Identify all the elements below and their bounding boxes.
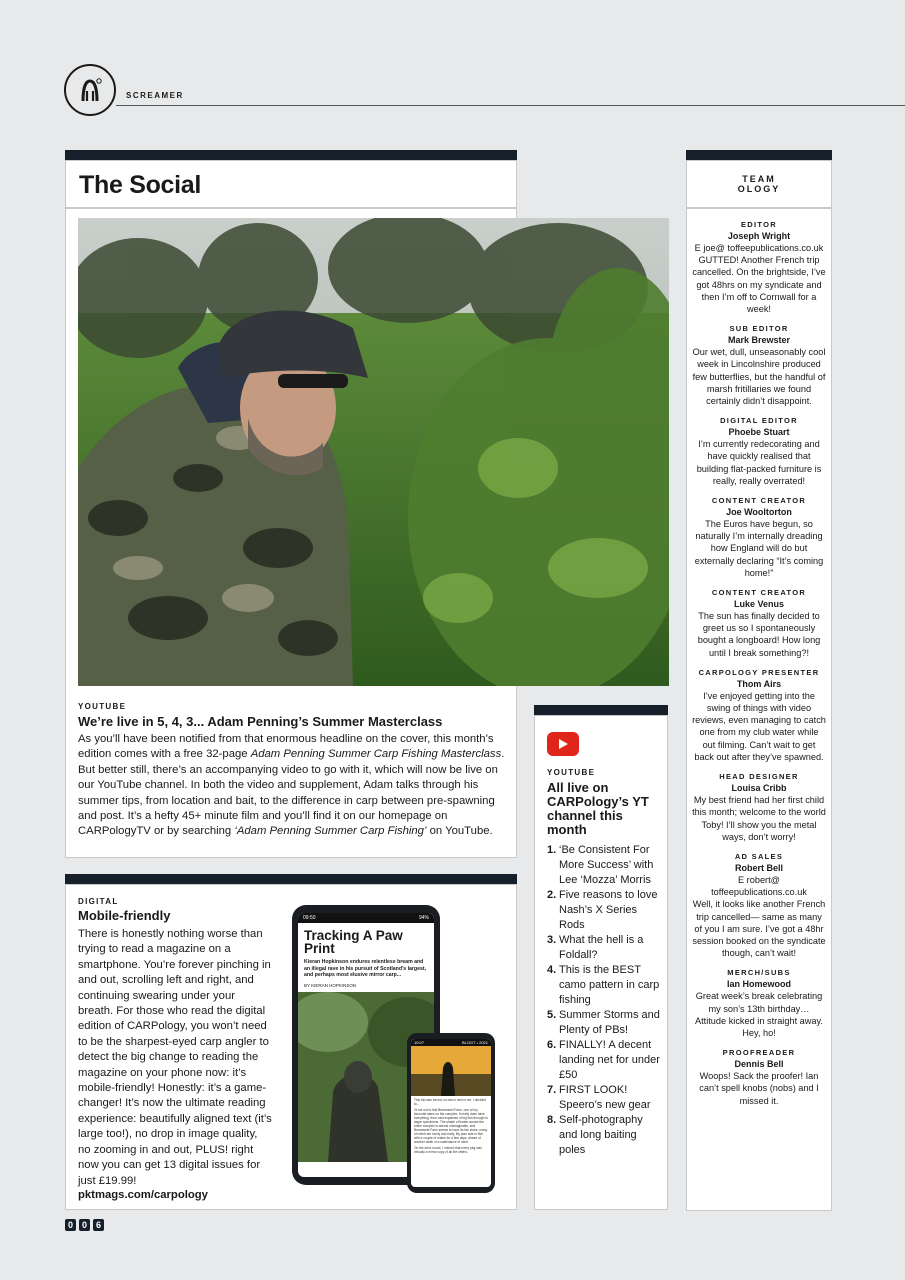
digital-kicker: DIGITAL [78,897,119,906]
small-phone-text [411,1096,491,1156]
yt-channel-title: All live on CARPology’s YT channel this month [547,780,649,837]
yt-video-item[interactable] [547,1038,662,1083]
yt-video-title: ‘Be Consistent For More Success’ with Lee ‘Mozza’ Morris [559,844,654,886]
team-member [686,220,832,315]
article-headline: We’re live in 5, 4, 3... Adam Penning’s Summer Masterclass [78,714,443,729]
social-title-box [65,160,517,208]
small-phone-caption: This trip was forced, so lots is new in me. I decided to... [414,1098,486,1106]
yt-video-list [547,843,662,1158]
yt-video-title: Summer Storms and Plenty of PBs! [559,1009,660,1036]
yt-channel-kicker: YOUTUBE [547,768,596,777]
member-role: SUB EDITOR [729,324,789,334]
team-heading-line2: OLOGY [737,184,781,194]
team-heading-line1: TEAM [742,174,776,184]
member-note: Well, it looks like another French trip cancelled— same as many of you I am sure. I’ve got a 48hr session booked on the syndicate though, can’t wait! [692,899,826,959]
yt-channel-content [547,768,662,1158]
phone-time: 09:50 [303,915,316,921]
page-number [65,1219,104,1231]
yt-video-number: 4. [547,964,557,976]
team-member [686,588,832,659]
small-phone-body-2: On the drive round, I noticed that every peg was virtually a mirror copy of all the others. [414,1146,482,1154]
yt-video-number: 1. [547,844,557,856]
team-member [686,968,832,1039]
member-role: HEAD DESIGNER [719,772,799,782]
logo-icon [73,73,107,107]
small-status-bar [411,1039,491,1046]
member-role: MERCH/SUBS [727,968,791,978]
small-phone-title: BLOGT • 2021 [461,1040,488,1045]
phone-standfirst: Kieran Hopkinson endures relentless bream and an illegal rave in his pursuit of Scotland’s largest, and perhaps most elusive mirror carp... [304,959,427,978]
phone-battery: 94% [418,915,429,921]
supplement-title: Adam Penning Summer Carp Fishing Masterclass [250,748,502,761]
member-name: Phoebe Stuart [728,427,790,438]
team-member [686,668,832,763]
youtube-play-icon [547,732,579,756]
member-note: Woops! Sack the proofer! Ian can’t spell knobs (nobs) and I missed it. [699,1071,819,1106]
social-top-bar [65,150,517,160]
member-role: DIGITAL EDITOR [720,416,798,426]
team-heading-box [686,160,832,208]
search-term: ‘Adam Penning Summer Carp Fishing’ [234,825,427,838]
home-icon: ● [364,1166,369,1173]
article-kicker: YOUTUBE [78,702,127,711]
team-member [686,1048,832,1107]
member-note: Great week’s break celebrating my son’s 13th birthday… Attitude kicked in straight away. Hey, ho! [694,991,823,1038]
member-email: E robert@ toffeepublications.co.uk [711,874,807,898]
member-name: Joseph Wright [727,231,791,241]
page-digit: 0 [79,1219,90,1231]
digital-headline: Mobile-friendly [78,908,171,923]
member-name: Ian Homewood [726,979,791,990]
team-member [686,852,832,959]
yt-video-number: 8. [547,1114,557,1126]
section-divider [116,105,905,106]
yt-video-item[interactable] [547,1083,662,1113]
team-heading [687,174,831,194]
article-body-part: . But better still, there’s an accompanying video to go with it, which will now be live on our YouTube channel. In both the video and supplement, Adam talks through his summer tips, from location and bait, to the difference in carp between pre-spawning and post. It’s a hefty 45+ minute film and you’ll find it on our homepage on CARPologyTV or by searching [78,748,505,838]
member-note: I’m currently redecorating and have quickly realised that building flat-packed furniture is really, really overrated! [696,439,822,486]
member-name: Louisa Cribb [731,783,787,794]
article-body-part: on YouTube. [426,825,493,838]
yt-video-number: 5. [547,1009,557,1021]
member-role: CONTENT CREATOR [711,496,807,506]
sunset-photo [411,1046,491,1096]
yt-video-number: 3. [547,934,557,946]
yt-video-title: FINALLY! A decent landing net for under £50 [559,1039,660,1081]
status-bar [298,913,434,923]
member-name: Luke Venus [733,599,785,610]
yt-video-number: 2. [547,889,557,901]
member-role: EDITOR [741,220,777,229]
team-member [686,772,832,843]
digital-article [78,897,273,1201]
yt-video-title: FIRST LOOK! Speero’s new gear [559,1084,651,1111]
angler-photo [78,218,669,686]
yt-video-title: Five reasons to love Nash’s X Series Rods [559,889,658,931]
member-note: My best friend had her first child this month; welcome to the world Toby! I’ll show you the metal ways, don’t worry! [692,795,826,842]
member-name: Mark Brewster [727,335,791,346]
team-list [686,218,832,1116]
yt-video-item[interactable] [547,843,662,888]
member-name: Robert Bell [734,862,783,873]
article-body [78,732,508,840]
digital-top-bar [65,874,517,884]
member-name: Dennis Bell [734,1059,784,1070]
small-phone-body: I'd set out to find Breamsnet Farm, one of my favourite lakes on the complex. It really does have everything, from vast expanses of big fish through to larger specimens. The shade of timber across the entire complex is almost unimaginable, and Breamsnet Farm seems to have its fair share, many of which are lovely and early. My plan was to fish with a couple of mates for a few days, ahead of another week of a sustenance of mine. [414,1108,488,1144]
youtube-article [78,702,508,840]
yt-video-item[interactable] [547,933,662,963]
page-title: The Social [79,171,202,199]
carpology-logo [64,64,116,116]
team-member [686,324,832,407]
section-label: SCREAMER [126,91,184,100]
yt-video-item[interactable] [547,888,662,933]
pktmags-link[interactable]: pktmags.com/carpology [78,1188,208,1201]
member-role: CONTENT CREATOR [711,588,807,598]
member-role: PROOFREADER [722,1048,796,1058]
member-role: AD SALES [734,851,784,861]
member-note: Our wet, dull, unseasonably cool week in Lincolnshire produced few butterflies, but the handful of marsh fritillaries we found certainly didn’t disappoint. [692,347,826,407]
yt-video-number: 6. [547,1039,557,1051]
article-body-part: As you’ll have been notified from that enormous headline on the cover, this month’s edition comes with a free 32-page [78,733,494,761]
phone-headline: Tracking A Paw Print [304,928,403,956]
yt-channel-top-bar [534,705,668,715]
phone-byline: BY KIERAN HOPKINSON [304,982,357,988]
member-email: E joe@ toffeepublications.co.uk [694,243,824,253]
member-note: GUTTED! Another French trip cancelled. On the brightside, I’ve got 48hrs on my syndicate and then I’m off to Cornwall for a week! [692,255,826,315]
member-note: The Euros have begun, so naturally I’m internally dreading how England will do but externally declaring “It’s coming home!” [694,519,824,578]
page-digit: 6 [93,1219,104,1231]
team-top-bar [686,150,832,160]
back-icon: ◀ [318,1167,324,1174]
yt-video-number: 7. [547,1084,557,1096]
yt-video-item[interactable] [547,1113,662,1158]
yt-video-item[interactable] [547,963,662,1008]
page-digit: 0 [65,1219,76,1231]
yt-video-item[interactable] [547,1008,662,1038]
team-member [686,496,832,579]
member-name: Thom Airs [736,678,782,689]
phone-mockup-small [407,1033,495,1193]
small-phone-time: 10:07 [414,1040,425,1045]
member-note: The sun has finally decided to greet us so I spontaneously bought a longboard! How long until I break something?! [697,611,821,658]
digital-body: There is honestly nothing worse than trying to read a magazine on a smartphone. You’re forever pinching in and out, scrolling left and right, and continuing swearing under your breath. For those who read the digital edition of CARPology, you won’t need to be the sharpest-eyed carp angler to detect the big change to reading the magazine on your phone now: it’s mobile-friendly! Honestly: it’s a game-changer! It’s now the ultimate reading experience: beautifully aligned text (it’s large too!), no drop in image quality, no zooming in and out, PLUS! right now you can get 13 digital issues for just £19.99! [78,928,272,1187]
yt-video-title: Self-photography and long baiting poles [559,1114,643,1156]
member-role: CARPOLOGY PRESENTER [698,667,820,677]
member-note: I’ve enjoyed getting into the swing of things with video reviews, even managing to catch one from my club water while out filming. Can’t wait to get back out after they’ve spawned. [692,690,826,762]
team-member [686,416,832,487]
member-name: Joe Wooltorton [726,507,792,518]
yt-video-title: This is the BEST camo pattern in carp fishing [559,964,660,1006]
yt-video-title: What the hell is a Foldall? [559,934,644,961]
phone-small-screen [411,1039,491,1187]
